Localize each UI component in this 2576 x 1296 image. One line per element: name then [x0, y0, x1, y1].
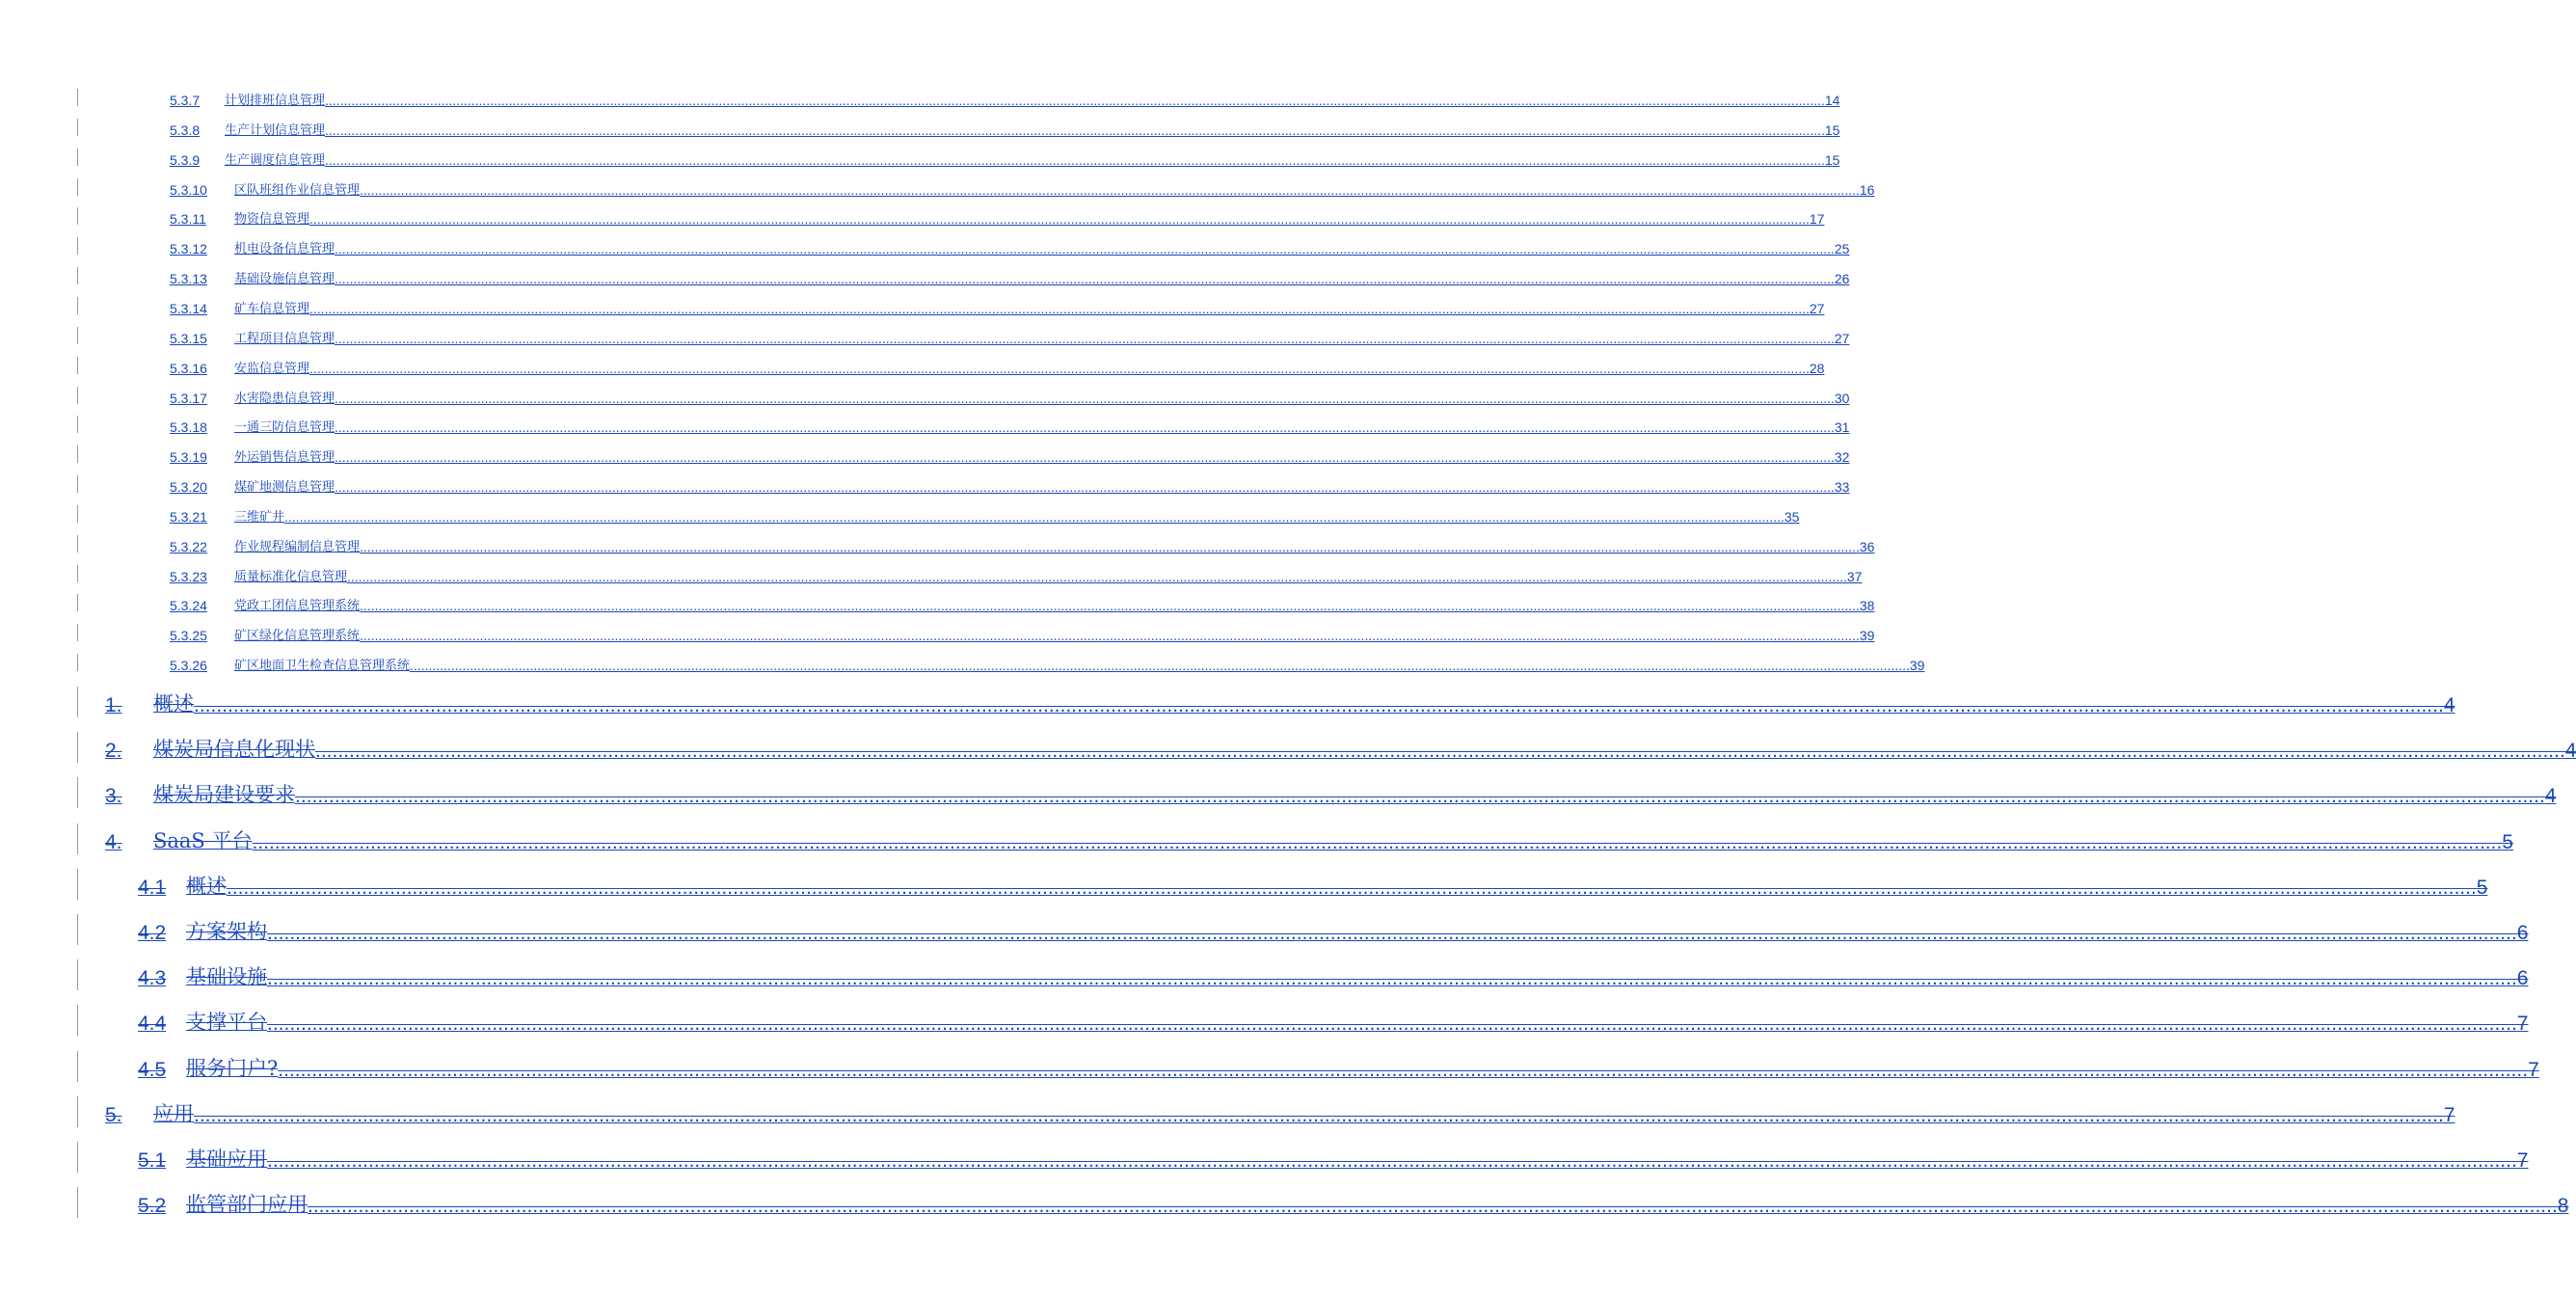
- entry-page-number: 5: [2476, 876, 2488, 899]
- dot-leader: ................................................................................................................................................................................................................................................................................................................................................................................................................: [267, 922, 2517, 944]
- dot-leader: ................................................................................................................................................................................................................................................................................................................................................................................................................: [267, 1149, 2517, 1172]
- revision-bar: [77, 387, 78, 404]
- entry-number: 2.: [105, 740, 122, 763]
- entry-title: 生产计划信息管理: [225, 122, 326, 138]
- entry-number: 5.3.18: [170, 419, 207, 436]
- entry-title: 工程项目信息管理: [234, 331, 335, 346]
- dot-leader: ................................................................................................................................................................................................................................................................................................................................................................................................................: [315, 740, 2565, 763]
- dot-leader: ................................................................................................................................................................................................................................................................................................................................................................................................................: [295, 785, 2545, 808]
- entry-number: 5.3.19: [170, 449, 207, 466]
- dot-leader: ................................................................................................................................................................................................................................................................................................................................................................................................................: [284, 508, 1784, 525]
- entry-title: 矿区地面卫生检查信息管理系统: [234, 659, 411, 674]
- revision-bar: [77, 1051, 78, 1082]
- entry-number: 5.3.8: [170, 122, 201, 138]
- entry-title: 矿区绿化信息管理系统: [234, 629, 361, 644]
- dot-leader: ................................................................................................................................................................................................................................................................................................................................................................................................................: [335, 479, 1835, 496]
- entry-number: 5.3.9: [170, 151, 201, 168]
- entry-title: 监管部门应用: [186, 1193, 308, 1217]
- sub-entry[interactable]: [170, 117, 1840, 138]
- entry-page-number: 26: [1834, 271, 1850, 287]
- toc-link[interactable]: [170, 238, 1850, 257]
- main-entry[interactable]: [138, 1183, 2569, 1218]
- entry-page-number: 7: [2516, 1012, 2529, 1036]
- toc-link[interactable]: [170, 179, 1875, 198]
- entry-title: 煤炭局信息化现状: [153, 738, 315, 762]
- entry-title: 矿车信息管理: [234, 301, 310, 316]
- revision-bar: [77, 535, 78, 553]
- revision-bar: [77, 505, 78, 523]
- entry-title: 外运销售信息管理: [234, 450, 335, 466]
- entry-page-number: 4: [2564, 740, 2576, 763]
- entry-number: 4.5: [138, 1058, 167, 1081]
- toc-link[interactable]: [170, 268, 1850, 287]
- sub-entry[interactable]: [170, 385, 1850, 406]
- revision-bar: [77, 178, 78, 196]
- dot-leader: ................................................................................................................................................................................................................................................................................................................................................................................................................: [410, 658, 1910, 674]
- main-entry[interactable]: [138, 1138, 2529, 1173]
- entry-page-number: 7: [2516, 1149, 2529, 1172]
- entry-title: 应用: [153, 1101, 194, 1125]
- entry-title: 物资信息管理: [234, 212, 310, 228]
- dot-leader: ................................................................................................................................................................................................................................................................................................................................................................................................................: [335, 390, 1835, 406]
- entry-number: 5.3.20: [170, 479, 207, 496]
- entry-page-number: 7: [2443, 1103, 2455, 1126]
- sub-entry[interactable]: [170, 473, 1850, 496]
- revision-bar: [77, 687, 78, 717]
- sub-entry[interactable]: [170, 355, 1825, 376]
- entry-page-number: 27: [1834, 330, 1850, 346]
- dot-leader: ................................................................................................................................................................................................................................................................................................................................................................................................................: [227, 876, 2477, 899]
- sub-entry[interactable]: [170, 235, 1850, 257]
- sub-entry[interactable]: [170, 265, 1850, 287]
- revision-bar: [77, 148, 78, 166]
- entry-number: 5.3.25: [170, 628, 207, 644]
- entry-number: 5.3.21: [170, 508, 207, 525]
- toc-link[interactable]: [105, 779, 2557, 808]
- dot-leader: ................................................................................................................................................................................................................................................................................................................................................................................................................: [360, 181, 1860, 198]
- entry-page-number: 15: [1824, 151, 1840, 168]
- revision-bar: [77, 1005, 78, 1036]
- dot-leader: ................................................................................................................................................................................................................................................................................................................................................................................................................: [194, 1103, 2444, 1126]
- entry-number: 5.3.24: [170, 598, 207, 614]
- revision-bar: [77, 869, 78, 900]
- toc-link[interactable]: [105, 734, 2576, 763]
- entry-page-number: 31: [1834, 419, 1850, 436]
- entry-title: 三维矿井: [234, 509, 285, 525]
- entry-title: 支撑平台: [186, 1011, 267, 1035]
- entry-number: 5.3.12: [170, 241, 207, 257]
- entry-page-number: 39: [1909, 658, 1925, 674]
- revision-bar: [77, 357, 78, 374]
- entry-page-number: 25: [1834, 241, 1850, 257]
- dot-leader: ................................................................................................................................................................................................................................................................................................................................................................................................................: [308, 1195, 2558, 1218]
- entry-page-number: 6: [2516, 922, 2529, 944]
- entry-page-number: 7: [2528, 1058, 2539, 1081]
- entry-page-number: 15: [1824, 122, 1840, 138]
- entry-title: 党政工团信息管理系统: [234, 599, 361, 614]
- dot-leader: ................................................................................................................................................................................................................................................................................................................................................................................................................: [335, 241, 1835, 257]
- revision-bar: [77, 624, 78, 641]
- toc-link[interactable]: [170, 358, 1825, 376]
- entry-title: 水害隐患信息管理: [234, 391, 335, 406]
- entry-title: 机电设备信息管理: [234, 242, 335, 257]
- revision-bar: [77, 1096, 78, 1127]
- entry-number: 3.: [105, 785, 122, 808]
- entry-title: 安监信息管理: [234, 361, 310, 376]
- revision-bar: [77, 824, 78, 854]
- entry-page-number: 27: [1809, 300, 1825, 316]
- toc-link[interactable]: [105, 825, 2513, 854]
- entry-number: 5.: [105, 1103, 122, 1126]
- toc-link[interactable]: [138, 1007, 2529, 1036]
- sub-entry[interactable]: [170, 325, 1850, 346]
- revision-bar: [77, 89, 78, 106]
- entry-title: 煤炭局建设要求: [153, 783, 295, 807]
- entry-title: 服务门户?: [186, 1056, 279, 1080]
- entry-number: 5.3.13: [170, 271, 207, 287]
- entry-title: 概述: [153, 692, 194, 716]
- main-entry[interactable]: [105, 1093, 2455, 1127]
- toc-link[interactable]: [170, 655, 1925, 674]
- entry-number: 5.3.22: [170, 538, 207, 554]
- dot-leader: ................................................................................................................................................................................................................................................................................................................................................................................................................: [267, 967, 2517, 990]
- toc-link[interactable]: [170, 388, 1850, 406]
- main-entry[interactable]: [105, 683, 2455, 717]
- entry-page-number: 16: [1859, 181, 1875, 198]
- main-entry[interactable]: [138, 956, 2529, 990]
- toc-link[interactable]: [105, 1098, 2455, 1127]
- entry-number: 5.3.23: [170, 568, 207, 584]
- entry-page-number: 37: [1846, 568, 1863, 584]
- sub-entry[interactable]: [170, 414, 1850, 436]
- revision-bar: [77, 732, 78, 763]
- entry-page-number: 28: [1809, 360, 1825, 376]
- entry-title: 质量标准化信息管理: [234, 569, 348, 584]
- dot-leader: ................................................................................................................................................................................................................................................................................................................................................................................................................: [325, 93, 1825, 108]
- entry-page-number: 32: [1834, 449, 1850, 466]
- entry-page-number: 17: [1809, 211, 1825, 228]
- toc-link[interactable]: [138, 871, 2488, 900]
- dot-leader: ................................................................................................................................................................................................................................................................................................................................................................................................................: [347, 568, 1847, 584]
- revision-bar: [77, 1142, 78, 1173]
- revision-bar: [77, 475, 78, 493]
- toc-link[interactable]: [170, 566, 1863, 584]
- toc-link[interactable]: [170, 208, 1825, 228]
- toc-link[interactable]: [170, 446, 1850, 466]
- revision-bar: [77, 914, 78, 945]
- entry-title: 基础设施: [186, 965, 267, 989]
- entry-page-number: 33: [1834, 479, 1850, 496]
- toc-link[interactable]: [170, 149, 1840, 168]
- toc-link[interactable]: [138, 916, 2529, 945]
- revision-bar: [77, 237, 78, 255]
- dot-leader: ................................................................................................................................................................................................................................................................................................................................................................................................................: [325, 151, 1825, 168]
- revision-bar: [77, 1187, 78, 1218]
- dot-leader: ................................................................................................................................................................................................................................................................................................................................................................................................................: [309, 360, 1810, 376]
- revision-bar: [77, 119, 78, 136]
- main-entry[interactable]: [105, 820, 2513, 854]
- entry-title: 方案架构: [186, 920, 267, 943]
- toc-link[interactable]: [170, 595, 1875, 614]
- toc-link[interactable]: [170, 298, 1825, 316]
- toc-link[interactable]: [138, 1053, 2539, 1082]
- entry-title: 计划排班信息管理: [225, 94, 326, 108]
- main-entry[interactable]: [138, 865, 2488, 900]
- toc-link[interactable]: [170, 328, 1850, 346]
- entry-page-number: 14: [1824, 93, 1840, 108]
- dot-leader: ................................................................................................................................................................................................................................................................................................................................................................................................................: [335, 330, 1835, 346]
- dot-leader: ................................................................................................................................................................................................................................................................................................................................................................................................................: [335, 271, 1835, 287]
- toc-link[interactable]: [170, 417, 1850, 436]
- entry-number: 5.2: [138, 1195, 167, 1218]
- entry-number: 4.4: [138, 1012, 167, 1036]
- entry-page-number: 36: [1859, 538, 1875, 554]
- sub-entry[interactable]: [170, 622, 1875, 644]
- toc-link[interactable]: [170, 506, 1800, 525]
- toc-link[interactable]: [170, 120, 1840, 138]
- entry-page-number: 30: [1834, 390, 1850, 406]
- entry-title: 基础应用: [186, 1148, 267, 1171]
- toc-link[interactable]: [170, 476, 1850, 496]
- dot-leader: ................................................................................................................................................................................................................................................................................................................................................................................................................: [194, 694, 2444, 716]
- main-entry[interactable]: [138, 1001, 2529, 1036]
- entry-page-number: 38: [1859, 598, 1875, 614]
- entry-number: 4.3: [138, 967, 167, 990]
- entry-title: 煤矿地测信息管理: [234, 480, 335, 496]
- entry-number: 5.3.17: [170, 390, 207, 406]
- sub-entry[interactable]: [170, 503, 1800, 525]
- dot-leader: ................................................................................................................................................................................................................................................................................................................................................................................................................: [325, 122, 1825, 138]
- sub-entry[interactable]: [170, 147, 1840, 168]
- revision-bar: [77, 297, 78, 314]
- entry-number: 4.1: [138, 876, 167, 899]
- revision-bar: [77, 594, 78, 611]
- entry-title: 基础设施信息管理: [234, 272, 335, 287]
- entry-number: 4.: [105, 830, 122, 853]
- revision-bar: [77, 327, 78, 344]
- entry-number: 5.3.11: [170, 211, 206, 228]
- entry-number: 4.2: [138, 922, 167, 944]
- main-entry[interactable]: [105, 728, 2576, 763]
- toc-link[interactable]: [138, 961, 2529, 990]
- revision-bar: [77, 416, 78, 433]
- entry-number: 5.3.26: [170, 658, 207, 674]
- dot-leader: ................................................................................................................................................................................................................................................................................................................................................................................................................: [335, 419, 1835, 436]
- sub-entry[interactable]: [170, 205, 1825, 228]
- entry-number: 5.3.14: [170, 300, 207, 316]
- dot-leader: ................................................................................................................................................................................................................................................................................................................................................................................................................: [360, 628, 1860, 644]
- toc-link[interactable]: [138, 1144, 2529, 1173]
- revision-bar: [77, 267, 78, 284]
- entry-title: SaaS 平台: [153, 828, 253, 852]
- toc-link[interactable]: [170, 625, 1875, 644]
- revision-bar: [77, 777, 78, 808]
- dot-leader: ................................................................................................................................................................................................................................................................................................................................................................................................................: [335, 449, 1835, 466]
- revision-bar: [77, 654, 78, 671]
- dot-leader: ................................................................................................................................................................................................................................................................................................................................................................................................................: [309, 300, 1810, 316]
- sub-entry[interactable]: [170, 176, 1875, 198]
- toc-link[interactable]: [170, 90, 1840, 108]
- entry-title: 生产调度信息管理: [225, 152, 326, 168]
- sub-entry[interactable]: [170, 533, 1875, 554]
- entry-page-number: 5: [2502, 830, 2513, 853]
- sub-entry[interactable]: [170, 444, 1850, 466]
- sub-entry[interactable]: [170, 592, 1875, 614]
- dot-leader: ................................................................................................................................................................................................................................................................................................................................................................................................................: [278, 1058, 2529, 1081]
- entry-title: 概述: [186, 874, 227, 898]
- entry-title: 区队班组作业信息管理: [234, 182, 361, 198]
- entry-page-number: 4: [2544, 785, 2557, 808]
- entry-page-number: 6: [2516, 967, 2529, 990]
- entry-page-number: 4: [2443, 694, 2455, 716]
- main-entry[interactable]: [138, 910, 2529, 945]
- entry-number: 5.3.7: [170, 93, 201, 108]
- dot-leader: ................................................................................................................................................................................................................................................................................................................................................................................................................: [267, 1012, 2517, 1036]
- sub-entry[interactable]: [170, 652, 1925, 674]
- dot-leader: ................................................................................................................................................................................................................................................................................................................................................................................................................: [309, 211, 1810, 228]
- sub-entry[interactable]: [170, 87, 1840, 108]
- main-entry[interactable]: [105, 773, 2557, 808]
- revision-bar: [77, 565, 78, 582]
- sub-entry[interactable]: [170, 295, 1825, 316]
- entry-number: 1.: [105, 694, 122, 716]
- entry-title: 作业规程编制信息管理: [234, 539, 361, 554]
- entry-title: 一通三防信息管理: [234, 420, 335, 436]
- revision-bar: [77, 207, 78, 225]
- main-entry[interactable]: [138, 1047, 2539, 1082]
- toc-link[interactable]: [105, 688, 2455, 717]
- dot-leader: ................................................................................................................................................................................................................................................................................................................................................................................................................: [360, 538, 1860, 554]
- revision-bar: [77, 446, 78, 463]
- dot-leader: ................................................................................................................................................................................................................................................................................................................................................................................................................: [252, 830, 2503, 853]
- entry-number: 5.3.10: [170, 181, 207, 198]
- entry-number: 5.3.16: [170, 360, 207, 376]
- entry-number: 5.1: [138, 1149, 167, 1172]
- entry-page-number: 8: [2557, 1195, 2569, 1218]
- entry-page-number: 35: [1784, 508, 1800, 525]
- entry-number: 5.3.15: [170, 330, 207, 346]
- revision-bar: [77, 959, 78, 990]
- sub-entry[interactable]: [170, 563, 1863, 584]
- entry-page-number: 39: [1859, 628, 1875, 644]
- dot-leader: ................................................................................................................................................................................................................................................................................................................................................................................................................: [360, 598, 1860, 614]
- toc-link[interactable]: [138, 1189, 2569, 1218]
- toc-link[interactable]: [170, 536, 1875, 554]
